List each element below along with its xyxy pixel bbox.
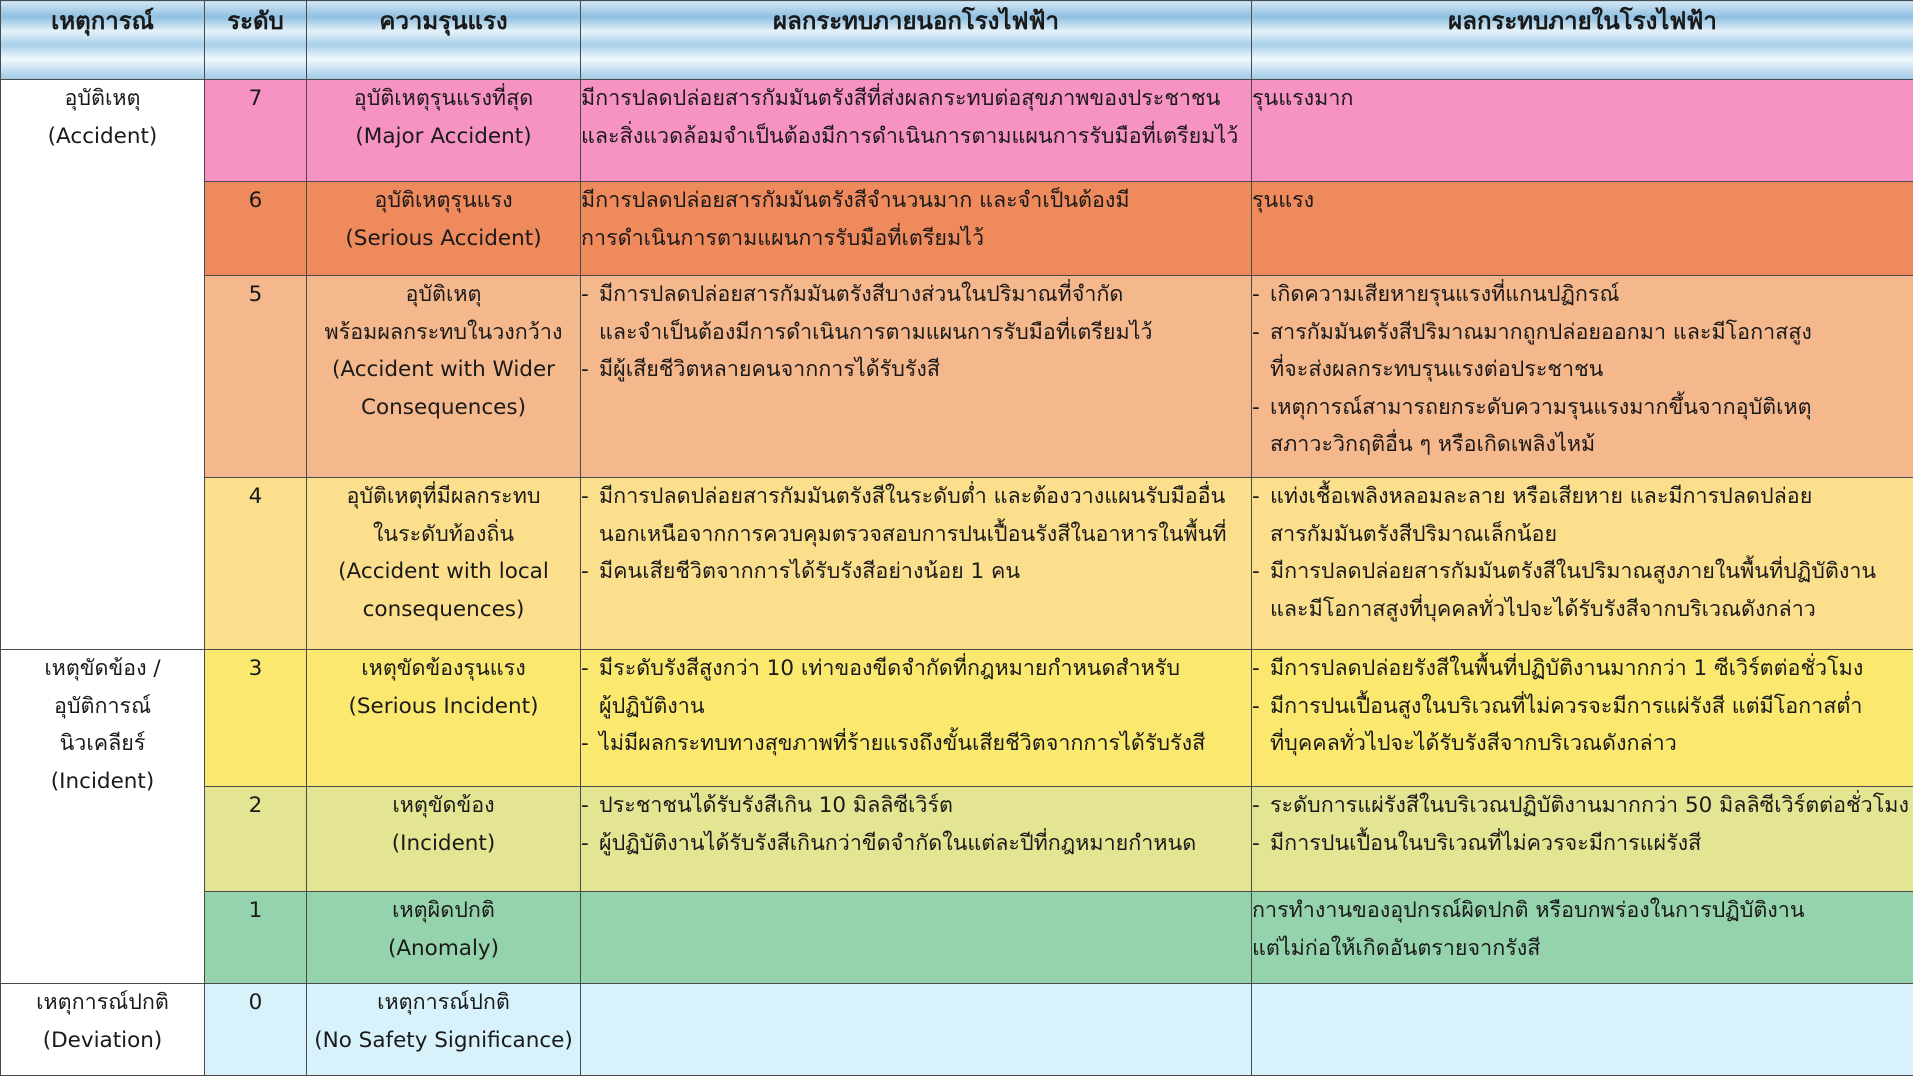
list-item: - มีการปลดปล่อยสารกัมมันตรังสีในปริมาณสูงภายในพื้นที่ปฏิบัติงาน และมีโอกาสสูงที่บุคคลทั่วไปจะได้รับรังสีจากบริเวณดังกล่าว — [1252, 553, 1913, 628]
list-item: - เกิดความเสียหายรุนแรงที่แกนปฏิกรณ์ — [1252, 276, 1913, 314]
table-row-level-6 — [1, 182, 1913, 276]
severity-cell: อุบัติเหตุที่มีผลกระทบ ในระดับท้องถิ่น (Accident with local consequences) — [307, 478, 581, 650]
list-item: - มีผู้เสียชีวิตหลายคนจากการได้รับรังสี — [581, 351, 1251, 389]
offsite-impact-cell: มีการปลดปล่อยสารกัมมันตรังสีจำนวนมาก และจำเป็นต้องมี การดำเนินการตามแผนการรับมือที่เตรียมไว้ — [581, 182, 1252, 276]
level-cell: 0 — [205, 984, 307, 1076]
onsite-impact-cell: รุนแรง — [1252, 182, 1913, 276]
table-row-level-2 — [1, 787, 1913, 892]
table-row-level-7 — [1, 80, 1913, 182]
onsite-impact-cell — [1252, 984, 1913, 1076]
offsite-impact-cell — [581, 892, 1252, 984]
bullet-list — [581, 478, 1251, 591]
bullet-list — [1252, 787, 1913, 862]
onsite-impact-cell — [1252, 787, 1913, 892]
list-item: - มีการปลดปล่อยสารกัมมันตรังสีในระดับต่ำ และต้องวางแผนรับมืออื่น นอกเหนือจากการควบคุมตรวจสอบการปนเปื้อนรังสีในอาหารในพื้นที่ — [581, 478, 1251, 553]
onsite-impact-cell — [1252, 276, 1913, 478]
offsite-impact-cell — [581, 650, 1252, 787]
offsite-impact-cell — [581, 984, 1252, 1076]
offsite-impact-cell — [581, 478, 1252, 650]
header-row — [1, 1, 1913, 80]
bullet-list — [581, 650, 1251, 763]
header-onsite-impact: ผลกระทบภายในโรงไฟฟ้า — [1252, 1, 1913, 80]
bullet-list — [1252, 650, 1913, 763]
severity-cell: อุบัติเหตุรุนแรงที่สุด (Major Accident) — [307, 80, 581, 182]
bullet-list — [1252, 276, 1913, 464]
table-row-level-1 — [1, 892, 1913, 984]
list-item: - แท่งเชื้อเพลิงหลอมละลาย หรือเสียหาย และมีการปลดปล่อย สารกัมมันตรังสีปริมาณเล็กน้อย — [1252, 478, 1913, 553]
bullet-list — [1252, 478, 1913, 628]
list-item: - ผู้ปฏิบัติงานได้รับรังสีเกินกว่าขีดจำกัดในแต่ละปีที่กฎหมายกำหนด — [581, 825, 1251, 863]
list-item: - มีการปลดปล่อยรังสีในพื้นที่ปฏิบัติงานมากกว่า 1 ซีเวิร์ตต่อชั่วโมง — [1252, 650, 1913, 688]
category-incident: เหตุขัดข้อง / อุบัติการณ์ นิวเคลียร์ (Incident) — [1, 650, 205, 984]
table-row-level-4 — [1, 478, 1913, 650]
level-cell: 3 — [205, 650, 307, 787]
level-cell: 5 — [205, 276, 307, 478]
list-item: - ประชาชนได้รับรังสีเกิน 10 มิลลิซีเวิร์ต — [581, 787, 1251, 825]
onsite-impact-cell — [1252, 478, 1913, 650]
header-severity: ความรุนแรง — [307, 1, 581, 80]
severity-cell: อุบัติเหตุรุนแรง (Serious Accident) — [307, 182, 581, 276]
offsite-impact-cell — [581, 276, 1252, 478]
onsite-impact-cell: การทำงานของอุปกรณ์ผิดปกติ หรือบกพร่องในการปฏิบัติงาน แต่ไม่ก่อให้เกิดอันตรายจากรังสี — [1252, 892, 1913, 984]
list-item: - ไม่มีผลกระทบทางสุขภาพที่ร้ายแรงถึงขั้นเสียชีวิตจากการได้รับรังสี — [581, 725, 1251, 763]
list-item: - สารกัมมันตรังสีปริมาณมากถูกปล่อยออกมา และมีโอกาสสูง ที่จะส่งผลกระทบรุนแรงต่อประชาชน — [1252, 314, 1913, 389]
severity-cell: เหตุขัดข้องรุนแรง (Serious Incident) — [307, 650, 581, 787]
table-row-level-0 — [1, 984, 1913, 1076]
offsite-impact-cell — [581, 787, 1252, 892]
table-row-level-5 — [1, 276, 1913, 478]
offsite-impact-cell: มีการปลดปล่อยสารกัมมันตรังสีที่ส่งผลกระทบต่อสุขภาพของประชาชน และสิ่งแวดล้อมจำเป็นต้องมีการดำเนินการตามแผนการรับมือที่เตรียมไว้ — [581, 80, 1252, 182]
onsite-impact-cell — [1252, 650, 1913, 787]
severity-cell: เหตุผิดปกติ (Anomaly) — [307, 892, 581, 984]
category-deviation: เหตุการณ์ปกติ (Deviation) — [1, 984, 205, 1076]
header-event: เหตุการณ์ — [1, 1, 205, 80]
severity-cell: เหตุการณ์ปกติ (No Safety Significance) — [307, 984, 581, 1076]
level-cell: 7 — [205, 80, 307, 182]
list-item: - มีการปลดปล่อยสารกัมมันตรังสีบางส่วนในปริมาณที่จำกัด และจำเป็นต้องมีการดำเนินการตามแผนการรับมือที่เตรียมไว้ — [581, 276, 1251, 351]
level-cell: 4 — [205, 478, 307, 650]
severity-cell: เหตุขัดข้อง (Incident) — [307, 787, 581, 892]
header-offsite-impact: ผลกระทบภายนอกโรงไฟฟ้า — [581, 1, 1252, 80]
list-item: - ระดับการแผ่รังสีในบริเวณปฏิบัติงานมากกว่า 50 มิลลิซีเวิร์ตต่อชั่วโมง — [1252, 787, 1913, 825]
list-item: - เหตุการณ์สามารถยกระดับความรุนแรงมากขึ้นจากอุบัติเหตุ สภาวะวิกฤติอื่น ๆ หรือเกิดเพลิงไหม้ — [1252, 389, 1913, 464]
list-item: - มีระดับรังสีสูงกว่า 10 เท่าของขีดจำกัดที่กฎหมายกำหนดสำหรับ ผู้ปฏิบัติงาน — [581, 650, 1251, 725]
header-level: ระดับ — [205, 1, 307, 80]
list-item: - มีคนเสียชีวิตจากการได้รับรังสีอย่างน้อย 1 คน — [581, 553, 1251, 591]
level-cell: 2 — [205, 787, 307, 892]
list-item: - มีการปนเปื้อนในบริเวณที่ไม่ควรจะมีการแผ่รังสี — [1252, 825, 1913, 863]
table-row-level-3 — [1, 650, 1913, 787]
severity-cell: อุบัติเหตุ พร้อมผลกระทบในวงกว้าง (Accident with Wider Consequences) — [307, 276, 581, 478]
list-item: - มีการปนเปื้อนสูงในบริเวณที่ไม่ควรจะมีการแผ่รังสี แต่มีโอกาสต่ำ ที่บุคคลทั่วไปจะได้รับรังสีจากบริเวณดังกล่าว — [1252, 688, 1913, 763]
bullet-list — [581, 787, 1251, 862]
level-cell: 6 — [205, 182, 307, 276]
level-cell: 1 — [205, 892, 307, 984]
category-accident: อุบัติเหตุ (Accident) — [1, 80, 205, 650]
onsite-impact-cell: รุนแรงมาก — [1252, 80, 1913, 182]
bullet-list — [581, 276, 1251, 389]
